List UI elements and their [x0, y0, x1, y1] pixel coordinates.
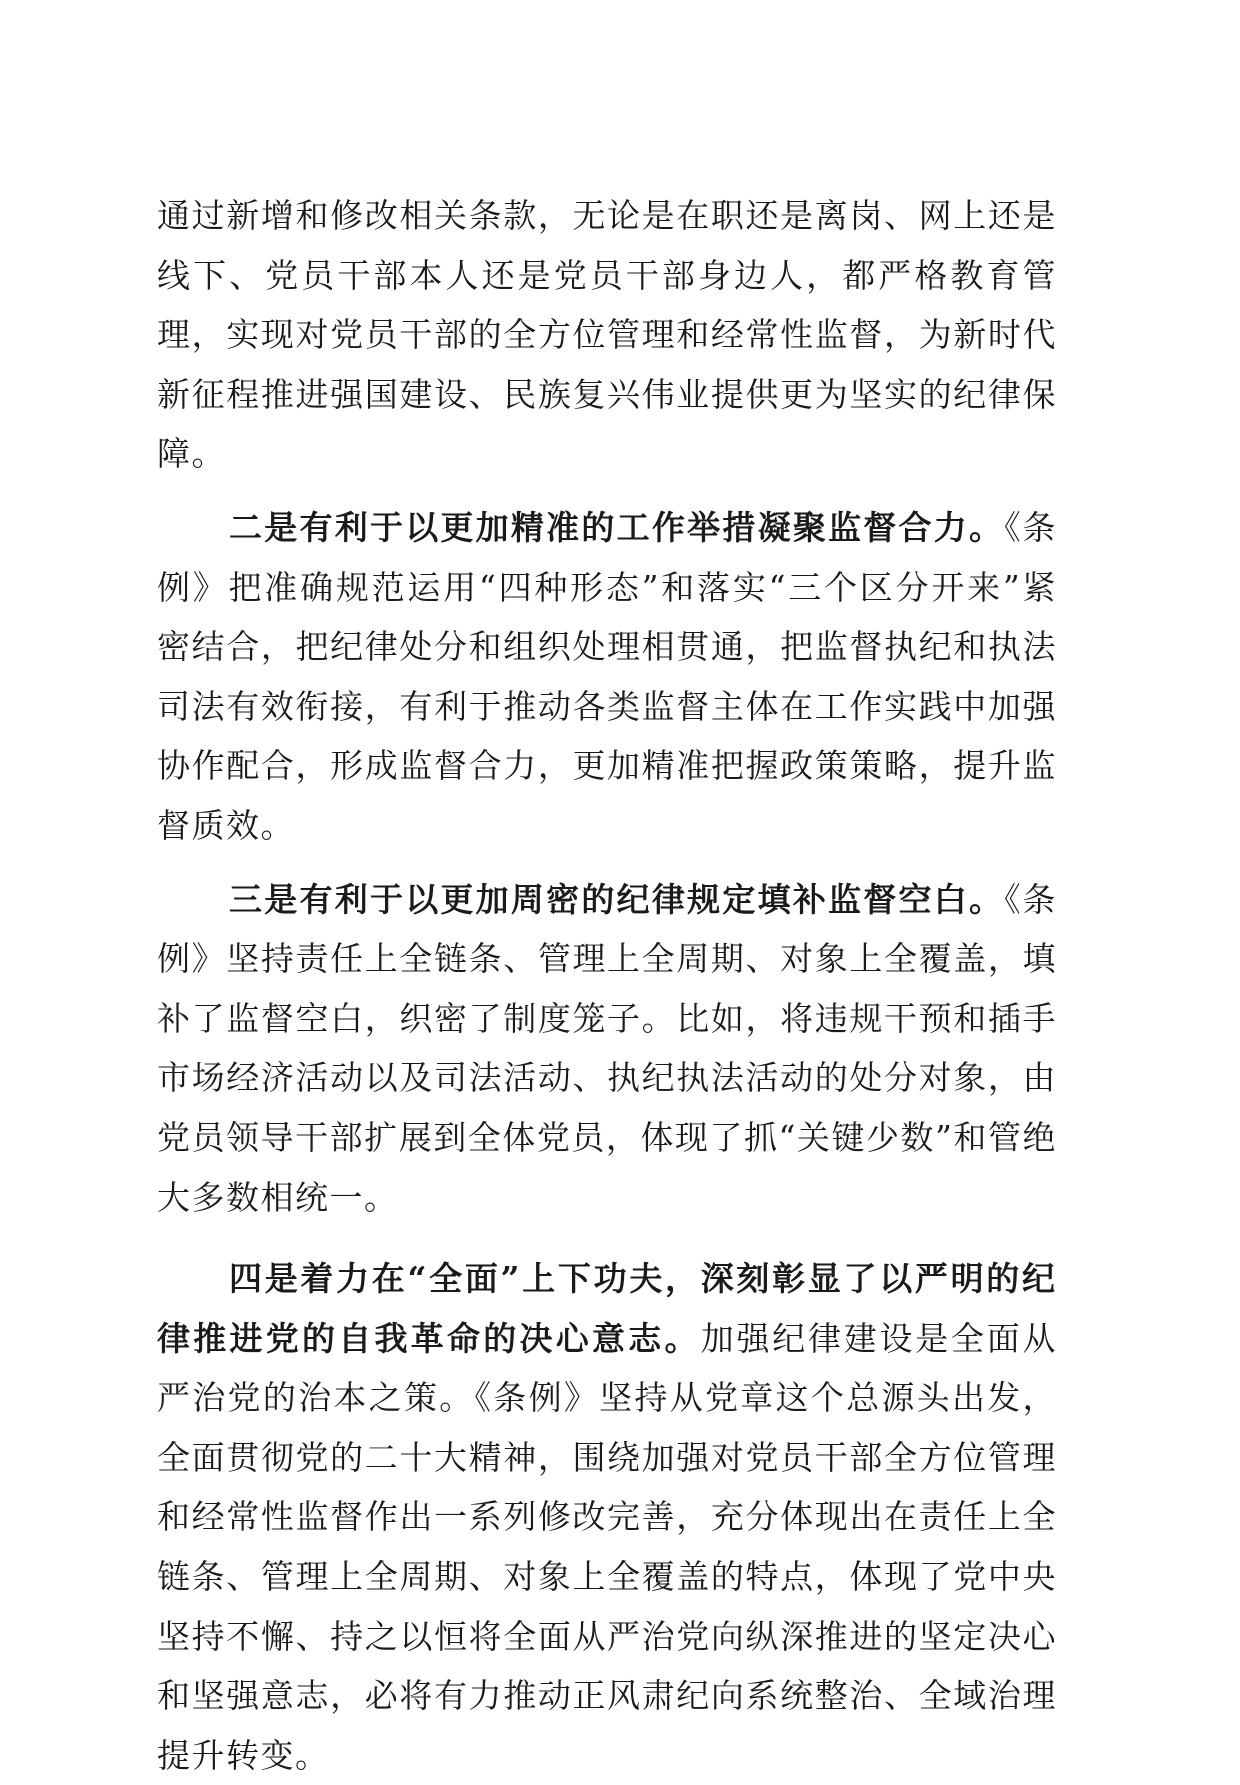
paragraph-point-three [157, 870, 1057, 1228]
paragraph-lead-heading: 二是有利于以更加精准的工作举措凝聚监督合力。 [229, 507, 1005, 547]
paragraph-text: 加强纪律建设是全面从严治党的治本之策。《条例》坚持从党章这个总源头出发，全面贯彻党的二十大精神，围绕加强对党员干部全方位管理和经常性监督作出一系列修改完善，充分体现出在责任上全链条、管理上全周期、对象上全覆盖的特点，体现了党中央坚持不懈、持之以恒将全面从严治党向纵深推进的坚定决心和坚强意志，必将有力推动正风肃纪向系统整治、全域治理提升转变。 [157, 1318, 1057, 1775]
paragraph-point-two [157, 498, 1057, 856]
paragraph-point-four [157, 1249, 1057, 1785]
paragraph-lead-heading: 三是有利于以更加周密的纪律规定填补监督空白。 [229, 879, 1005, 919]
paragraph-text: 通过新增和修改相关条款，无论是在职还是离岗、网上还是线下、党员干部本人还是党员干部身边人，都严格教育管理，实现对党员干部的全方位管理和经常性监督，为新时代新征程推进强国建设、民族复兴伟业提供更为坚实的纪律保障。 [157, 196, 1057, 474]
paragraph-lead-heading: 四是着力在“全面”上下功夫，深刻彰显了以严明的纪律推进党的自我革命的决心意志。 [157, 1259, 1057, 1358]
document-body [157, 186, 1057, 1785]
paragraph-text: 《条例》坚持责任上全链条、管理上全周期、对象上全覆盖，填补了监督空白，织密了制度笼子。比如，将违规干预和插手市场经济活动以及司法活动、执纪执法活动的处分对象，由党员领导干部扩展到全体党员，体现了抓“关键少数”和管绝大多数相统一。 [157, 879, 1058, 1217]
paragraph-text: 《条例》把准确规范运用“四种形态”和落实“三个区分开来”紧密结合，把纪律处分和组织处理相贯通，把监督执纪和执法司法有效衔接，有利于推动各类监督主体在工作实践中加强协作配合，形成监督合力，更加精准把握政策策略，提升监督质效。 [157, 507, 1058, 845]
paragraph-continuation [157, 186, 1057, 484]
